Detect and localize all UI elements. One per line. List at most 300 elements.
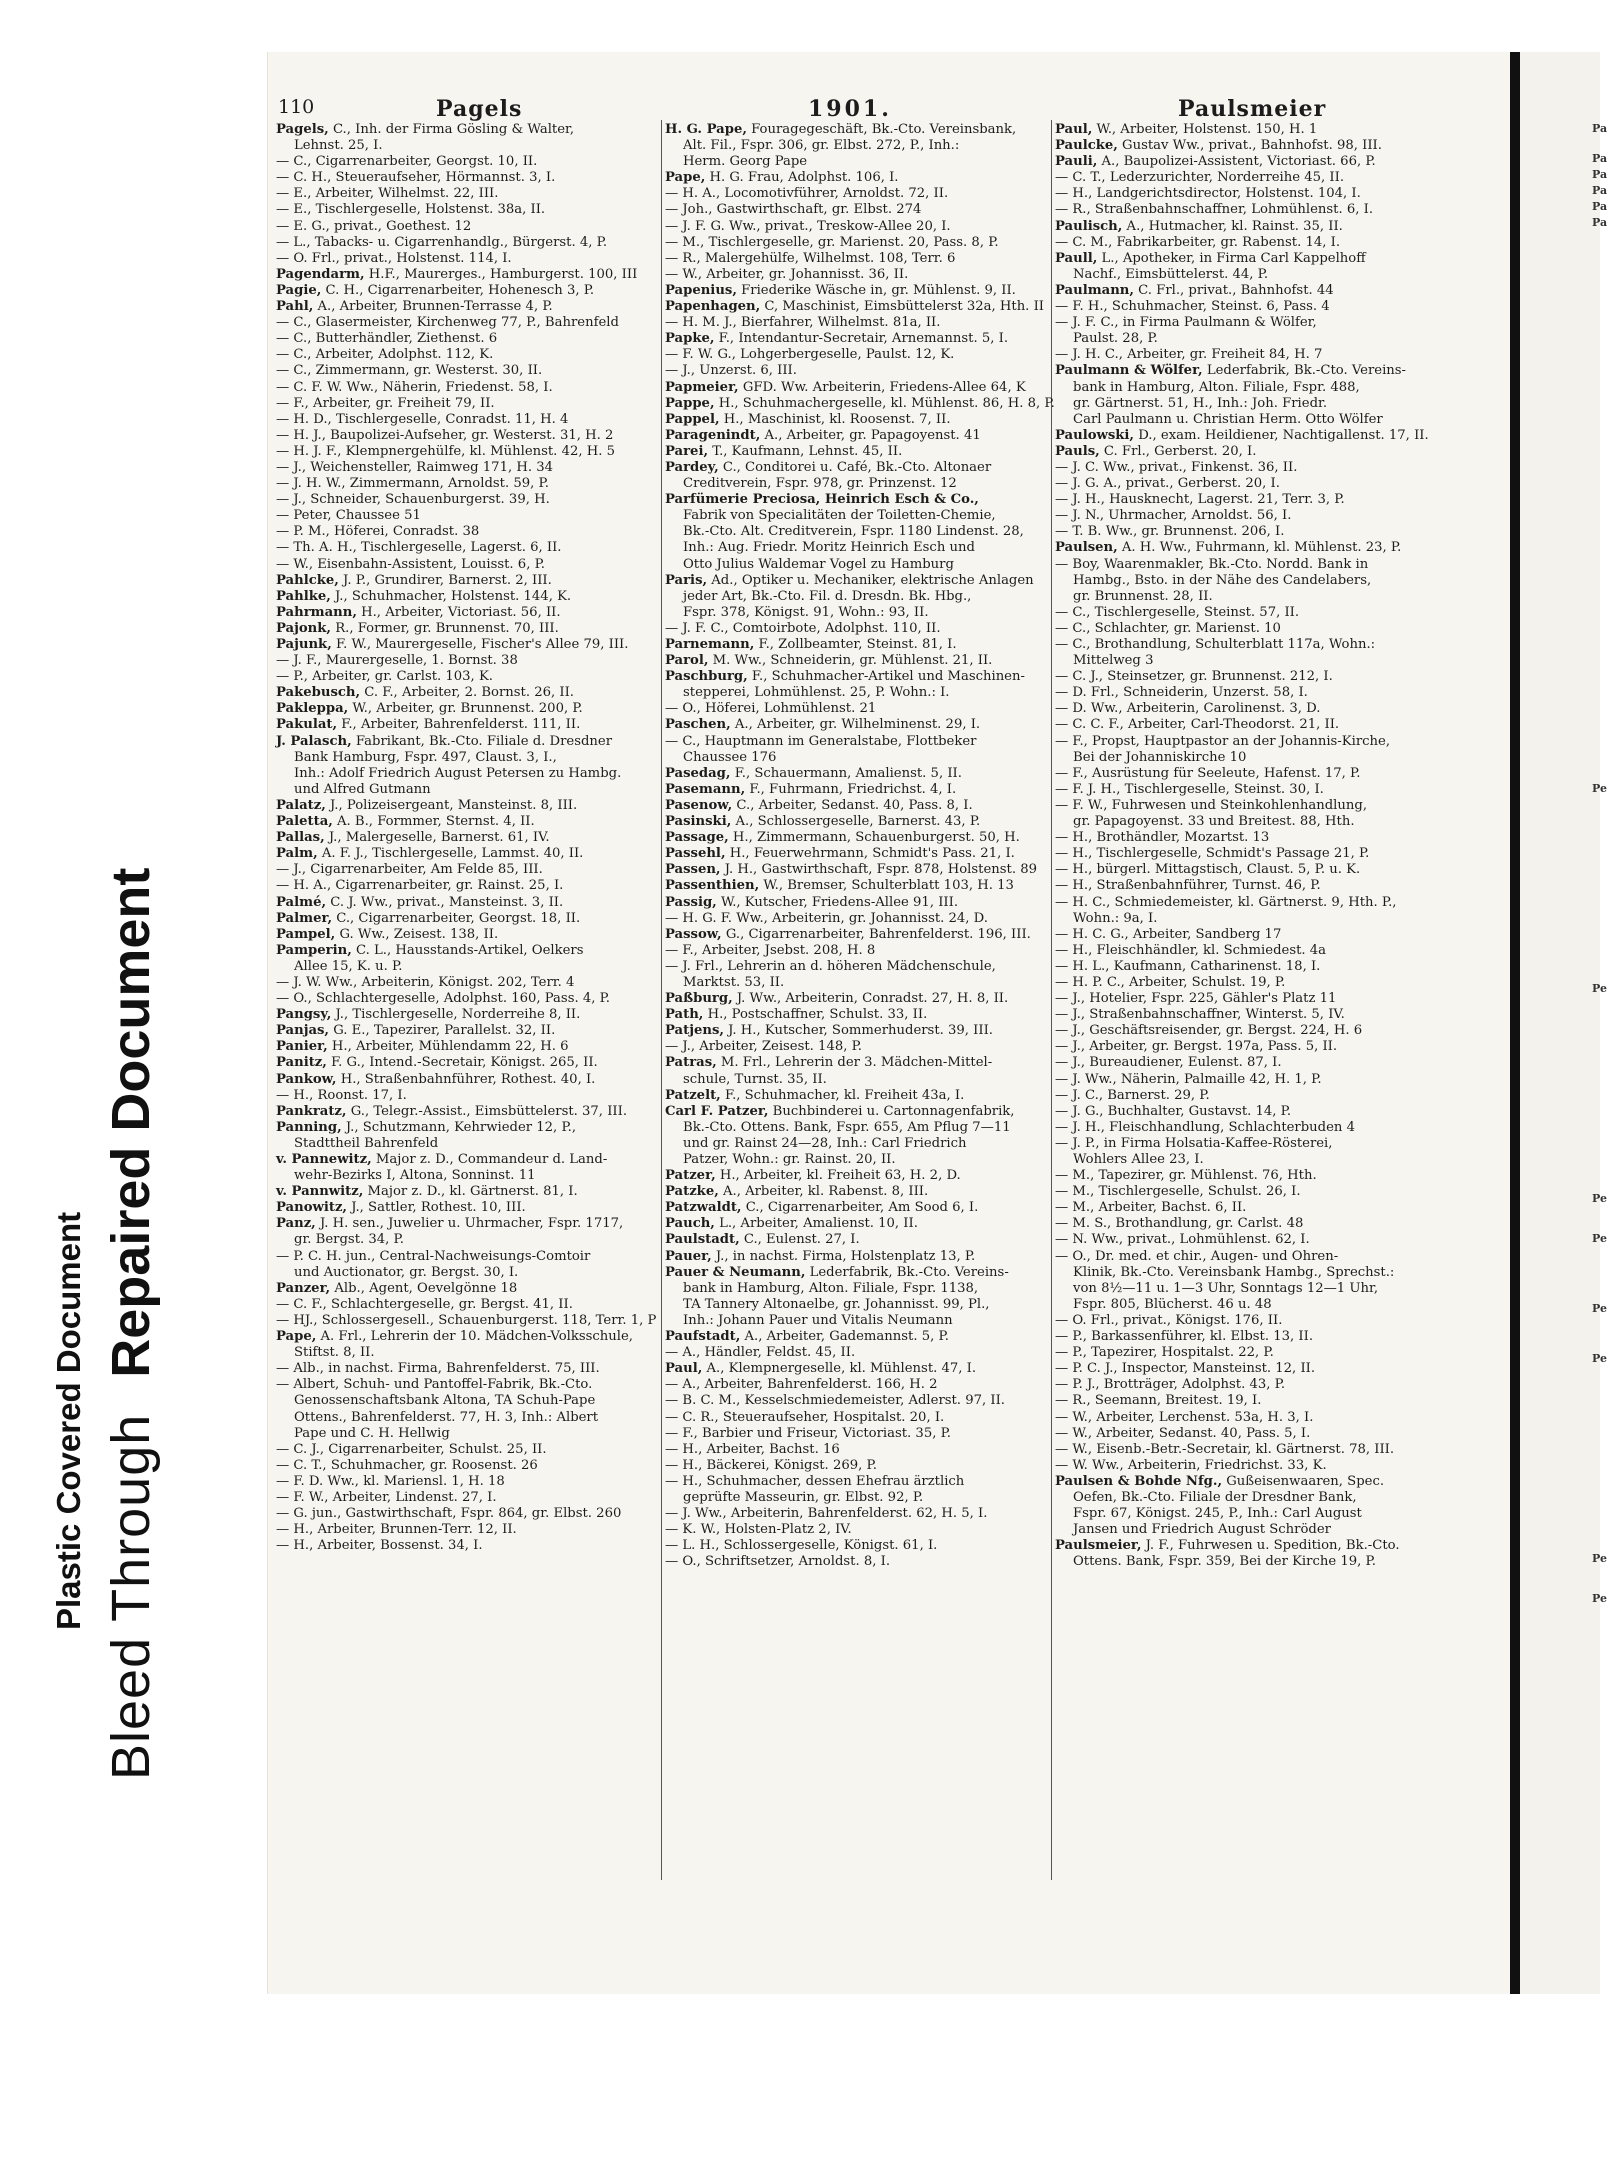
directory-entry xyxy=(276,1410,658,1426)
directory-entry xyxy=(665,846,1050,862)
entry-surname: Papenhagen, xyxy=(665,299,761,315)
entry-text: C, Maschinist, Eimsbüttelerst 32a, Hth. II xyxy=(760,299,1044,315)
directory-entry xyxy=(1055,1426,1445,1442)
entry-surname: Pauer & Neumann, xyxy=(665,1264,806,1280)
entry-text: — F., Arbeiter, gr. Freiheit 79, II. xyxy=(276,395,495,411)
entry-text: — J. Frl., Lehrerin an d. höheren Mädchenschule, xyxy=(665,958,996,974)
column-divider xyxy=(661,120,662,1880)
entry-text: — H. L., Kaufmann, Catharinenst. 18, I. xyxy=(1055,958,1321,974)
entry-text: D., exam. Heildiener, Nachtigallenst. 17, II. xyxy=(1134,427,1429,443)
entry-text: C., Conditorei u. Café, Bk.-Cto. Altonaer xyxy=(718,459,992,475)
directory-entry xyxy=(665,701,1050,717)
entry-text: — J. H., Fleischhandlung, Schlachterbuden 4 xyxy=(1055,1119,1355,1135)
adjacent-page-fragment: Pe xyxy=(1592,1232,1607,1245)
entry-text: J. P., Grundirer, Barnerst. 2, III. xyxy=(338,572,552,588)
entry-text: G. Ww., Zeisest. 138, II. xyxy=(335,926,499,942)
entry-text: Alt. Fil., Fspr. 306, gr. Elbst. 272, P., Inh.: xyxy=(683,138,960,154)
directory-entry xyxy=(276,637,658,653)
directory-entry xyxy=(1055,1088,1445,1104)
entry-text: — R., Straßenbahnschaffner, Lohmühlenst. 6, I. xyxy=(1055,202,1374,218)
entry-text: gr. Papagoyenst. 33 und Breitest. 88, Hth. xyxy=(1073,814,1355,830)
entry-text: C. Frl., Gerberst. 20, I. xyxy=(1099,443,1257,459)
directory-entry xyxy=(665,1281,1050,1297)
entry-surname: v. Pannewitz, xyxy=(276,1152,372,1167)
directory-entry xyxy=(1055,1168,1445,1184)
entry-text: M. Ww., Schneiderin, gr. Mühlenst. 21, II. xyxy=(708,653,993,669)
entry-text: — C. R., Steueraufseher, Hospitalst. 20, I. xyxy=(665,1409,945,1425)
directory-entry xyxy=(665,380,1050,396)
entry-text: — L. H., Schlossergeselle, Königst. 61, I. xyxy=(665,1538,938,1554)
adjacent-page-fragment: Pe xyxy=(1592,1352,1607,1365)
entry-text: bank in Hamburg, Alton. Filiale, Fspr. 488, xyxy=(1073,379,1360,395)
directory-entry xyxy=(665,1313,1050,1329)
entry-surname: Panzer, xyxy=(276,1280,331,1296)
directory-entry xyxy=(665,508,1050,524)
entry-text: C. F., Arbeiter, 2. Bornst. 26, II. xyxy=(360,685,575,701)
entry-text: — C. C. F., Arbeiter, Carl-Theodorst. 21, II. xyxy=(1055,717,1340,733)
directory-entry xyxy=(276,412,658,428)
entry-text: — Albert, Schuh- und Pantoffel-Fabrik, Bk.-Cto. xyxy=(276,1377,593,1393)
page-header xyxy=(278,96,1438,122)
entry-text: geprüfte Masseurin, gr. Elbst. 92, P. xyxy=(683,1489,924,1505)
entry-text: — H., Fleischhändler, kl. Schmiedest. 4a xyxy=(1055,942,1327,958)
directory-entry xyxy=(665,122,1050,138)
directory-entry xyxy=(276,1458,658,1474)
directory-entry xyxy=(276,1361,658,1377)
entry-surname: Pankratz, xyxy=(276,1103,347,1119)
directory-entry xyxy=(276,1490,658,1506)
directory-entry xyxy=(276,331,658,347)
entry-text: Ottens. Bank, Fspr. 359, Bei der Kirche 19, P. xyxy=(1073,1554,1376,1570)
directory-entry xyxy=(665,927,1050,943)
entry-text: — F. H., Schuhmacher, Steinst. 6, Pass. 4 xyxy=(1055,299,1330,315)
entry-text: — C., Butterhändler, Ziethenst. 6 xyxy=(276,331,498,347)
entry-text: Klinik, Bk.-Cto. Vereinsbank Hambg., Sprechst.: xyxy=(1073,1264,1395,1280)
entry-surname: Patjens, xyxy=(665,1023,724,1039)
entry-surname: Patras, xyxy=(665,1055,717,1071)
entry-text: J., Schutzmann, Kehrwieder 12, P., xyxy=(341,1119,577,1135)
entry-surname: Patzke, xyxy=(665,1184,719,1200)
directory-entry xyxy=(276,717,658,733)
entry-text: — C. F. W. Ww., Näherin, Friedenst. 58, I. xyxy=(276,379,553,395)
entry-surname: Palmé, xyxy=(276,894,327,910)
entry-text: — J. N., Uhrmacher, Arnoldst. 56, I. xyxy=(1055,508,1292,524)
adjacent-page-fragment: Pa xyxy=(1592,184,1607,197)
entry-surname: Pamperin, xyxy=(276,942,352,958)
directory-entry xyxy=(665,895,1050,911)
directory-entry xyxy=(1055,782,1445,798)
directory-entry xyxy=(665,251,1050,267)
entry-text: W., Arbeiter, gr. Brunnenst. 200, P. xyxy=(348,701,583,717)
entry-text: — J. Ww., Näherin, Palmaille 42, H. 1, P. xyxy=(1055,1071,1322,1087)
directory-entry xyxy=(1055,1216,1445,1232)
entry-surname: Panjas, xyxy=(276,1023,330,1039)
directory-entry xyxy=(276,653,658,669)
entry-text: — J. H., Hausknecht, Lagerst. 21, Terr. 3, P. xyxy=(1055,492,1345,508)
directory-entry xyxy=(1055,122,1445,138)
entry-text: — H., Tischlergeselle, Schmidt's Passage 21, P. xyxy=(1055,846,1370,862)
entry-surname: Pauer, xyxy=(665,1248,712,1264)
entry-text: — C. T., Schuhmacher, gr. Roosenst. 26 xyxy=(276,1457,538,1473)
directory-entry xyxy=(665,750,1050,766)
entry-text: — C., Hauptmann im Generalstabe, Flottbeker xyxy=(665,733,977,749)
entry-text: Major z. D., kl. Gärtnerst. 81, I. xyxy=(363,1184,578,1200)
entry-surname: Paulsen & Bohde Nfg., xyxy=(1055,1473,1223,1489)
entry-text: — Th. A. H., Tischlergeselle, Lagerst. 6, II. xyxy=(276,540,562,556)
entry-text: H.F., Maurerges., Hamburgerst. 100, III xyxy=(364,266,638,282)
entry-text: Jansen und Friedrich August Schröder xyxy=(1073,1522,1331,1538)
entry-surname: Passen, xyxy=(665,862,721,878)
entry-text: A. Frl., Lehrerin der 10. Mädchen-Volksschule, xyxy=(316,1329,633,1345)
directory-entry xyxy=(1055,1039,1445,1055)
entry-surname: Paßburg, xyxy=(665,991,733,1007)
entry-surname: Palmer, xyxy=(276,910,333,926)
entry-text: und Alfred Gutmann xyxy=(294,781,431,797)
entry-text: G., Cigarrenarbeiter, Bahrenfelderst. 196, III. xyxy=(721,926,1031,942)
directory-entry xyxy=(276,1023,658,1039)
directory-entry xyxy=(276,1104,658,1120)
directory-entry xyxy=(665,1442,1050,1458)
entry-text: — F. J. H., Tischlergeselle, Steinst. 30, I. xyxy=(1055,781,1324,797)
directory-entry xyxy=(1055,1232,1445,1248)
entry-text: L., Apotheker, in Firma Carl Kappelhoff xyxy=(1097,250,1366,266)
entry-surname: Paulcke, xyxy=(1055,138,1118,154)
directory-entry xyxy=(1055,235,1445,251)
directory-entry xyxy=(276,363,658,379)
entry-text: — C., Schlachter, gr. Marienst. 10 xyxy=(1055,620,1281,636)
entry-text: — H. M. J., Bierfahrer, Wilhelmst. 81a, II. xyxy=(665,315,941,331)
entry-text: — W., Eisenb.-Betr.-Secretair, kl. Gärtnerst. 78, III. xyxy=(1055,1441,1395,1457)
entry-text: — M., Arbeiter, Bachst. 6, II. xyxy=(1055,1200,1247,1216)
directory-column-1 xyxy=(276,122,658,1872)
directory-entry xyxy=(276,1249,658,1265)
entry-text: Bk.-Cto. Alt. Creditverein, Fspr. 1180 Lindenst. 28, xyxy=(683,524,1024,540)
directory-entry xyxy=(1055,573,1445,589)
entry-text: W., Kutscher, Friedens-Allee 91, III. xyxy=(716,894,959,910)
entry-surname: Paull, xyxy=(1055,250,1098,266)
entry-text: Carl Paulmann u. Christian Herm. Otto Wölfer xyxy=(1073,411,1383,427)
entry-text: A., Arbeiter, Gademannst. 5, P. xyxy=(740,1329,949,1345)
entry-text: Fspr. 67, Königst. 245, P., Inh.: Carl August xyxy=(1073,1506,1362,1522)
directory-entry xyxy=(1055,975,1445,991)
directory-entry xyxy=(665,428,1050,444)
directory-entry xyxy=(1055,1458,1445,1474)
entry-text: L., Arbeiter, Amalienst. 10, II. xyxy=(714,1216,918,1232)
entry-text: — F., Propst, Hauptpastor an der Johannis-Kirche, xyxy=(1055,733,1391,749)
directory-entry xyxy=(665,1136,1050,1152)
directory-entry xyxy=(665,943,1050,959)
directory-entry xyxy=(665,267,1050,283)
directory-entry xyxy=(665,283,1050,299)
directory-entry xyxy=(1055,991,1445,1007)
header-left-keyword: Pagels xyxy=(436,96,523,122)
entry-surname: J. Palasch, xyxy=(276,733,352,749)
directory-entry xyxy=(665,685,1050,701)
directory-entry xyxy=(1055,798,1445,814)
entry-text: — O., Schlachtergeselle, Adolphst. 160, Pass. 4, P. xyxy=(276,991,611,1007)
entry-text: A., Arbeiter, kl. Rabenst. 8, III. xyxy=(718,1184,929,1200)
entry-text: A., Schlossergeselle, Barnerst. 43, P. xyxy=(731,814,981,830)
entry-surname: Paul, xyxy=(665,1361,703,1377)
entry-text: Paulst. 28, P. xyxy=(1073,331,1158,347)
entry-text: Bk.-Cto. Ottens. Bank, Fspr. 655, Am Pflug 7—11 xyxy=(683,1119,1011,1135)
entry-text: J., Schuhmacher, Holstenst. 144, K. xyxy=(330,588,572,604)
entry-text: — O. Frl., privat., Königst. 176, II. xyxy=(1055,1312,1283,1328)
directory-entry xyxy=(276,798,658,814)
entry-text: — H. J., Baupolizei-Aufseher, gr. Westerst. 31, H. 2 xyxy=(276,427,614,443)
directory-entry xyxy=(1055,621,1445,637)
entry-text: schule, Turnst. 35, II. xyxy=(683,1071,827,1087)
directory-entry xyxy=(276,589,658,605)
directory-entry xyxy=(1055,219,1445,235)
directory-entry xyxy=(1055,1152,1445,1168)
directory-entry xyxy=(276,524,658,540)
directory-entry xyxy=(665,1039,1050,1055)
entry-text: F., Schuhmacher, kl. Freiheit 43a, I. xyxy=(720,1087,965,1103)
entry-text: — K. W., Holsten-Platz 2, IV. xyxy=(665,1522,852,1538)
directory-entry xyxy=(1055,1474,1445,1490)
directory-entry xyxy=(665,1297,1050,1313)
entry-text: — D. Frl., Schneiderin, Unzerst. 58, I. xyxy=(1055,685,1308,701)
entry-text: H., Arbeiter, Mühlendamm 22, H. 6 xyxy=(327,1039,569,1055)
entry-surname: Passage, xyxy=(665,830,729,846)
adjacent-page-fragment: Pa xyxy=(1592,168,1607,181)
entry-text: Friederike Wäsche in, gr. Mühlenst. 9, II. xyxy=(736,282,1016,298)
entry-text: von 8½—11 u. 1—3 Uhr, Sonntags 12—1 Uhr, xyxy=(1073,1280,1379,1296)
directory-entry xyxy=(665,557,1050,573)
directory-entry xyxy=(665,1184,1050,1200)
entry-surname: Pajunk, xyxy=(276,637,332,652)
directory-entry xyxy=(665,1007,1050,1023)
bleed-through-text: Bleed Through xyxy=(101,1413,161,1780)
directory-entry xyxy=(276,1120,658,1136)
entry-text: — N. Ww., privat., Lohmühlenst. 62, I. xyxy=(1055,1232,1310,1248)
entry-text: — J., Unzerst. 6, III. xyxy=(665,363,797,379)
entry-text: Wohlers Allee 23, I. xyxy=(1073,1152,1204,1167)
entry-text: — C. J., Cigarrenarbeiter, Schulst. 25, II. xyxy=(276,1441,547,1457)
directory-entry xyxy=(665,959,1050,975)
directory-entry xyxy=(276,1055,658,1071)
directory-entry xyxy=(1055,605,1445,621)
directory-entry xyxy=(665,766,1050,782)
entry-text: — J., Arbeiter, gr. Bergst. 197a, Pass. 5, II. xyxy=(1055,1039,1338,1055)
entry-text: Ad., Optiker u. Mechaniker, elektrische Anlagen xyxy=(707,572,1034,588)
directory-entry xyxy=(1055,862,1445,878)
directory-entry xyxy=(665,347,1050,363)
directory-entry xyxy=(276,1168,658,1184)
directory-entry xyxy=(665,782,1050,798)
entry-surname: Parol, xyxy=(665,653,709,669)
entry-surname: Palm, xyxy=(276,846,318,862)
directory-entry xyxy=(276,927,658,943)
directory-entry xyxy=(665,299,1050,315)
entry-text: gr. Gärtnerst. 51, H., Inh.: Joh. Friedr. xyxy=(1073,395,1328,411)
directory-entry xyxy=(1055,154,1445,170)
directory-entry xyxy=(665,1522,1050,1538)
directory-entry xyxy=(1055,1442,1445,1458)
entry-text: H., Feuerwehrmann, Schmidt's Pass. 21, I. xyxy=(725,846,1015,862)
entry-text: R., Former, gr. Brunnenst. 70, III. xyxy=(331,620,559,636)
directory-entry xyxy=(1055,444,1445,460)
directory-entry xyxy=(665,540,1050,556)
entry-text: Otto Julius Waldemar Vogel zu Hamburg xyxy=(683,556,954,572)
directory-entry xyxy=(276,846,658,862)
directory-entry xyxy=(276,380,658,396)
directory-entry xyxy=(276,492,658,508)
entry-surname: Pahrmann, xyxy=(276,604,357,620)
entry-surname: Paulmann, xyxy=(1055,282,1134,298)
entry-text: — J., Weichensteller, Raimweg 171, H. 34 xyxy=(276,459,554,475)
directory-entry xyxy=(276,1442,658,1458)
directory-entry xyxy=(665,1023,1050,1039)
directory-entry xyxy=(276,814,658,830)
entry-text: bank in Hamburg, Alton. Filiale, Fspr. 1138, xyxy=(683,1280,979,1296)
directory-entry xyxy=(276,1039,658,1055)
entry-text: C., Cigarrenarbeiter, Am Sood 6, I. xyxy=(741,1200,979,1216)
directory-entry xyxy=(1055,589,1445,605)
directory-entry xyxy=(1055,1393,1445,1409)
directory-entry xyxy=(1055,750,1445,766)
entry-text: — C., Glasermeister, Kirchenweg 77, P., Bahrenfeld xyxy=(276,315,619,331)
entry-surname: Panitz, xyxy=(276,1055,327,1071)
entry-text: — F., Barbier und Friseur, Victoriast. 35, P. xyxy=(665,1425,951,1441)
directory-entry xyxy=(276,1216,658,1232)
entry-text: — H. C. G., Arbeiter, Sandberg 17 xyxy=(1055,926,1282,942)
entry-text: F., Fuhrmann, Friedrichst. 4, I. xyxy=(745,781,957,797)
directory-entry xyxy=(1055,701,1445,717)
entry-text: — H., Arbeiter, Brunnen-Terr. 12, II. xyxy=(276,1522,517,1538)
entry-text: — F. W., Arbeiter, Lindenst. 27, I. xyxy=(276,1489,497,1505)
adjacent-page-fragment: Pe xyxy=(1592,1552,1607,1565)
directory-entry xyxy=(276,267,658,283)
directory-entry xyxy=(665,1410,1050,1426)
directory-entry xyxy=(1055,186,1445,202)
entry-text: T., Kaufmann, Lehnst. 45, II. xyxy=(708,443,903,459)
entry-surname: Paletta, xyxy=(276,814,333,830)
entry-text: — H. A., Locomotivführer, Arnoldst. 72, II. xyxy=(665,186,949,202)
directory-entry xyxy=(665,1200,1050,1216)
directory-entry xyxy=(276,1281,658,1297)
entry-text: — P., Barkassenführer, kl. Elbst. 13, II. xyxy=(1055,1329,1314,1345)
directory-entry xyxy=(665,395,1055,412)
entry-text: A. F. J., Tischlergeselle, Lammst. 40, II. xyxy=(317,846,584,862)
entry-surname: Passow, xyxy=(665,926,722,942)
entry-text: — H., Straßenbahnführer, Turnst. 46, P. xyxy=(1055,878,1321,894)
entry-text: — W., Eisenbahn-Assistent, Louisst. 6, P. xyxy=(276,556,545,572)
entry-text: — E. G., privat., Goethest. 12 xyxy=(276,218,472,234)
directory-entry xyxy=(665,412,1050,428)
adjacent-page-fragment: Pe xyxy=(1592,782,1607,795)
directory-entry xyxy=(665,975,1050,991)
entry-text: H., Zimmermann, Schauenburgerst. 50, H. xyxy=(728,830,1020,846)
entry-text: C., Cigarrenarbeiter, Georgst. 18, II. xyxy=(332,910,581,926)
entry-text: C., Eulenst. 27, I. xyxy=(739,1232,860,1248)
entry-text: — F. W., Fuhrwesen und Steinkohlenhandlung, xyxy=(1055,797,1368,813)
entry-text: jeder Art, Bk.-Cto. Fil. d. Dresdn. Bk. Hbg., xyxy=(683,588,972,604)
directory-entry xyxy=(665,138,1050,154)
directory-entry xyxy=(276,138,658,154)
directory-entry xyxy=(665,637,1050,653)
directory-entry xyxy=(276,766,658,782)
entry-text: — J., Straßenbahnschaffner, Winterst. 5, IV. xyxy=(1055,1007,1345,1023)
directory-entry xyxy=(1055,508,1445,524)
scan-target-label xyxy=(0,0,200,1780)
directory-entry xyxy=(276,219,658,235)
directory-entry xyxy=(1055,878,1445,894)
directory-entry xyxy=(276,557,658,573)
directory-entry xyxy=(665,1458,1050,1474)
entry-surname: Panier, xyxy=(276,1039,328,1055)
entry-text: — C. J., Steinsetzer, gr. Brunnenst. 212, I. xyxy=(1055,669,1333,685)
entry-surname: v. Pannwitz, xyxy=(276,1184,364,1200)
entry-text: gr. Bergst. 34, P. xyxy=(294,1232,404,1248)
directory-entry xyxy=(276,1088,658,1104)
entry-surname: Patzer, xyxy=(665,1168,716,1184)
entry-text: — W., Arbeiter, Sedanst. 40, Pass. 5, I. xyxy=(1055,1425,1311,1441)
directory-entry xyxy=(665,991,1050,1007)
adjacent-page-fragment: Pe xyxy=(1592,1592,1607,1605)
directory-entry xyxy=(1055,814,1445,830)
entry-text: — H., bürgerl. Mittagstisch, Claust. 5, P. u. K. xyxy=(1055,862,1361,878)
entry-text: Chaussee 176 xyxy=(683,749,777,765)
directory-entry xyxy=(665,219,1050,235)
entry-surname: Panowitz, xyxy=(276,1200,348,1216)
directory-entry xyxy=(665,573,1050,589)
entry-text: — C., Cigarrenarbeiter, Georgst. 10, II. xyxy=(276,154,538,170)
directory-entry xyxy=(665,717,1050,733)
directory-entry xyxy=(1055,1072,1445,1088)
directory-entry xyxy=(665,1055,1050,1071)
entry-surname: Patzwaldt, xyxy=(665,1200,742,1216)
directory-entry xyxy=(1055,138,1445,154)
entry-surname: Paris, xyxy=(665,572,708,588)
directory-entry xyxy=(665,460,1050,476)
entry-text: Fouragegeschäft, Bk.-Cto. Vereinsbank, xyxy=(746,122,1017,137)
directory-entry xyxy=(276,428,658,444)
entry-text: — H., Roonst. 17, I. xyxy=(276,1087,407,1103)
entry-text: — H., Arbeiter, Bossenst. 34, I. xyxy=(276,1538,483,1554)
adjacent-page-fragment: Pe xyxy=(1592,982,1607,995)
entry-surname: Pape, xyxy=(665,170,706,186)
entry-surname: Pajonk, xyxy=(276,620,331,636)
directory-entry xyxy=(276,1313,658,1329)
entry-text: — H. P. C., Arbeiter, Schulst. 19, P. xyxy=(1055,974,1286,990)
entry-text: — R., Malergehülfe, Wilhelmst. 108, Terr. 6 xyxy=(665,250,956,266)
entry-text: — Alb., in nachst. Firma, Bahrenfelderst. 75, III. xyxy=(276,1361,600,1377)
entry-text: F. W., Maurergeselle, Fischer's Allee 79, III. xyxy=(331,637,629,652)
directory-entry xyxy=(276,1538,658,1554)
entry-text: Inh.: Adolf Friedrich August Petersen zu Hambg. xyxy=(294,765,622,781)
entry-text: — C. M., Fabrikarbeiter, gr. Rabenst. 14, I. xyxy=(1055,234,1341,250)
entry-text: J., in nachst. Firma, Holstenplatz 13, P. xyxy=(711,1248,976,1264)
page-gutter xyxy=(1510,52,1520,1994)
entry-text: stepperei, Lohmühlenst. 25, P. Wohn.: I. xyxy=(683,685,950,701)
entry-text: — J. Ww., Arbeiterin, Bahrenfelderst. 62, H. 5, I. xyxy=(665,1506,988,1522)
directory-column-3 xyxy=(1055,122,1445,1872)
entry-text: — C., Zimmermann, gr. Westerst. 30, II. xyxy=(276,363,543,379)
entry-text: — J. H. W., Zimmermann, Arnoldst. 59, P. xyxy=(276,476,549,492)
directory-entry xyxy=(1055,363,1445,379)
entry-surname: Paulstadt, xyxy=(665,1232,740,1248)
directory-entry xyxy=(1055,524,1445,540)
entry-surname: Pagels, xyxy=(276,122,329,137)
entry-text: — Boy, Waarenmakler, Bk.-Cto. Nordd. Bank in xyxy=(1055,556,1369,572)
column-divider xyxy=(1051,120,1052,1880)
entry-surname: Pappe, xyxy=(665,395,715,411)
entry-text: Bei der Johanniskirche 10 xyxy=(1073,749,1247,765)
entry-text: F., Intendantur-Secretair, Arnemannst. 5, I. xyxy=(714,331,1009,347)
directory-entry xyxy=(665,653,1050,669)
